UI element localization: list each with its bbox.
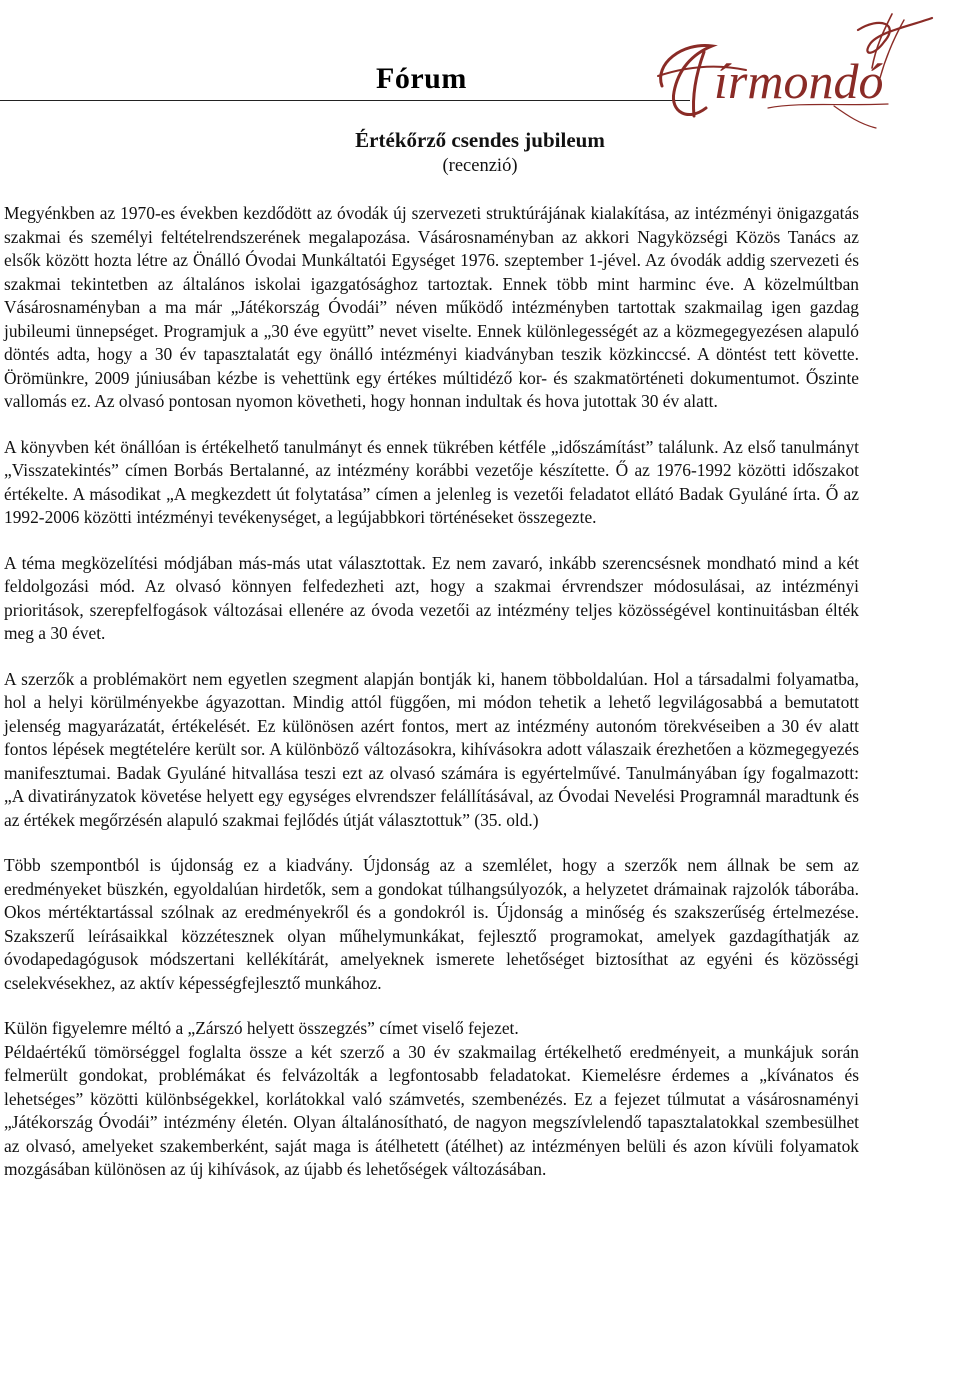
paragraph: Külön figyelemre méltó a „Zárszó helyett összegzés” címet viselő fejezet. xyxy=(4,1018,519,1038)
svg-text:írmondó: írmondó xyxy=(714,53,884,109)
paragraph: A könyvben két önállóan is értékelhető tanulmányt és ennek tükrében kétféle „időszámítást” találunk. Az első tanulmányt „Visszatekintés” címen Borbás Bertalanné, az intézmény korábbi vezetője készítette. Ő az 1976-1992 közötti időszakot értékelte. A másodikat „A megkezdett út folytatása” címen a jelenleg is vezetői feladatot ellátó Badak Gyuláné írta. Ő az 1992-2006 közötti intézményi tevékenységet, a legújabbkori történéseket összegezte. xyxy=(4,436,859,527)
paragraph: Példaértékű tömörséggel foglalta össze a két szerző a 30 év szakmailag értékelhető eredményeit, a munkájuk során felmerült gondokat, problémákat és felvázolták a legfontosabb feladatokat. Kiemelésre érdemes a „kívánatos és lehetséges” közötti különbségekkel, korlátokkal való számvetés, szembenézés. Ez a fejezet túlmutat a vásárosnaményi „Játékország Óvodái” intézmény életén. Olyan általánosítható, de nagyon megszívlelendő tapasztalatokkal szembesülhet az olvasó, amelyeket szakemberként, saját maga is átélhetett (átélhet) az intézményen belüli és azon kívüli folyamatok mozgásában különösen az új kihívások, az újabb és lehetőségek változásában. xyxy=(4,1041,859,1179)
article-body xyxy=(4,202,859,1204)
paragraph: Több szempontból is újdonság ez a kiadvány. Újdonság az a szemlélet, hogy a szerzők nem állnak be sem az eredményeket büszkén, egyoldalúan hirdetők, sem a gondokat túlhangsúlyozók, a helyzetet drámainak rajzolók táborába. Okos mértéktartással szólnak az eredményekről és a gondokról is. Újdonság a minőség és szakszerűség értelmezése. Szakszerű leírásaikkal közzétesznek olyan műhelymunkákat, fejlesztő programokat, amelyek gazdagíthatják az óvodapedagógusok módszertani kellékítárát, amelyeknek ismerete lehetőséget biztosíthat az egyéni és közösségi cselekvésekhez, az aktív képességfejlesztő munkához. xyxy=(4,855,859,993)
article-title: Értékőrző csendes jubileum xyxy=(355,128,605,152)
article-subtitle: (recenzió) xyxy=(442,156,518,176)
article-title-block xyxy=(0,126,960,178)
header-rule xyxy=(0,100,690,101)
paragraph: A szerzők a problémakört nem egyetlen szegment alapján bontják ki, hanem többoldalúan. Hol a társadalmi folyamatba, hol a helyi körülményekbe ágyazottan. Mindig attól függően, mi módon tehetik a lehető legvilágosabbá a bemutatott jelenség magyarázatát, értékelését. Ez különösen azért fontos, mert az intézmény autonóm törekvéseiben a 30 év alatt fontos lépések megtételére került sor. A különböző változásokra, kihívásokra adott válaszaik érezhetően a közmegegyezés manifesztumai. Badak Gyuláné hitvallása teszi ezt az olvasó számára is egyértelművé. Tanulmányában így fogalmazott: „A divatirányzatok követése helyett egy egységes elvrendszer felállításával, az Óvodai Nevelési Programnál maradtunk és az értékek megőrzésén alapuló szakmai fejlődés útját választottuk” (35. old.) xyxy=(4,668,859,830)
section-label: Fórum xyxy=(376,62,467,95)
paragraph: Megyénkben az 1970-es években kezdődött az óvodák új szervezeti struktúrájának kialakítása, az intézményi önigazgatás szakmai és személyi feltételrendszerének megalapozása. Vásárosnaményban az akkori Nagyközségi Közös Tanács az elsők között hozta létre az Önálló Óvodai Munkáltatói Egységet 1976. szeptember 1-jével. Az óvodák addig szervezeti és szakmai tekintetben az általános iskolai igazgatósághoz tartoztak. Ennek több mint harminc éve. A közelmúltban Vásárosnaményban a ma már „Játékország Óvodái” néven működő intézményben tartottak szakmailag igen gazdag jubileumi ünnepséget. Programjuk a „30 éve együtt” nevet viselte. Ennek különlegességét az a közmegegyezésen alapuló döntés adta, hogy a 30 év tapasztalatát egy önálló intézményi kiadványban teszik közkinccsé. A döntést tett követte. Örömünkre, 2009 júniusában kézbe is vehettünk egy értékes múltidéző kor- és szakmatörténeti dokumentumot. Őszinte vallomás ez. Az olvasó pontosan nyomon követheti, hogy honnan indultak és hova jutottak 30 év alatt. xyxy=(4,203,859,411)
hirmondo-logo xyxy=(648,12,948,130)
page-header xyxy=(0,0,960,130)
paragraph: A téma megközelítési módjában más-más utat választottak. Ez nem zavaró, inkább szerencsésnek mondható mind a két feldolgozási mód. Az olvasó könnyen felfedezheti azt, hogy a szakmai érvrendszer módosulásai, az intézményi prioritások, szerepfelfogások változásai ellenére az óvoda vezetői az intézmény teljes közösségével kontinuitásban élték meg a 30 évet. xyxy=(4,552,859,643)
